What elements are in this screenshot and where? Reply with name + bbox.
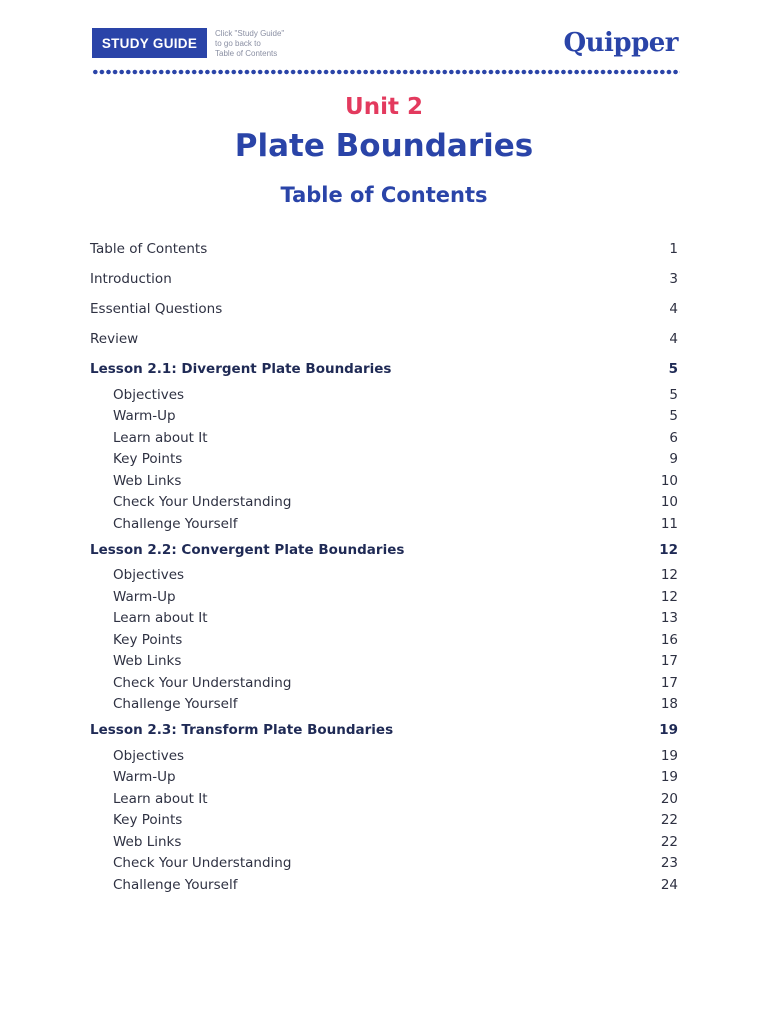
toc-sub-entry[interactable] — [90, 513, 678, 535]
toc-page-number: 17 — [660, 674, 678, 691]
hint-line: Table of Contents — [215, 49, 278, 58]
toc-entry-label: Learn about It — [113, 610, 208, 627]
toc-entry-label: Key Points — [113, 812, 183, 829]
toc-entry-label: Check Your Understanding — [113, 494, 292, 511]
toc-heading: Table of Contents — [280, 183, 488, 207]
toc-page-number: 10 — [660, 472, 678, 489]
toc-entry-label: Objectives — [113, 747, 185, 764]
toc-entry-label: Web Links — [113, 833, 182, 850]
toc-entry-label: Web Links — [113, 653, 182, 670]
toc-entry-label: Lesson 2.1: Divergent Plate Boundaries — [90, 361, 392, 377]
toc-entry-label: Learn about It — [113, 790, 208, 807]
study-guide-button[interactable]: STUDY GUIDE — [92, 28, 207, 58]
toc-entry-label: Warm-Up — [113, 769, 176, 786]
toc-page-number: 20 — [660, 790, 678, 807]
study-guide-hint — [215, 29, 284, 59]
toc-entry-label: Introduction — [90, 271, 172, 287]
toc-sub-entry[interactable] — [90, 672, 678, 694]
toc-page-number: 4 — [669, 331, 678, 347]
toc-sub-entry[interactable] — [90, 384, 678, 406]
toc-page-number: 19 — [660, 747, 678, 764]
toc-sub-entry[interactable] — [90, 565, 678, 587]
page-title: Plate Boundaries — [234, 128, 534, 164]
toc-page-number: 6 — [669, 429, 678, 446]
toc-entry[interactable] — [90, 324, 678, 354]
title-block — [0, 90, 768, 210]
toc-sub-entry[interactable] — [90, 406, 678, 428]
toc-page-number: 17 — [660, 653, 678, 670]
toc-entry-label: Check Your Understanding — [113, 855, 292, 872]
toc-lesson-heading[interactable] — [90, 354, 678, 384]
toc-page-number: 12 — [660, 588, 678, 605]
toc-page-number: 5 — [668, 361, 678, 377]
toc-page-number: 16 — [660, 631, 678, 648]
toc-sub-entry[interactable] — [90, 492, 678, 514]
toc-sub-entry[interactable] — [90, 831, 678, 853]
toc-sub-entry[interactable] — [90, 586, 678, 608]
toc-entry[interactable] — [90, 294, 678, 324]
toc-entry[interactable] — [90, 234, 678, 264]
toc-page-number: 18 — [660, 696, 678, 713]
toc-page-number: 23 — [660, 855, 678, 872]
toc-page-number: 5 — [669, 386, 678, 403]
toc-page-number: 19 — [659, 722, 678, 738]
toc-page-number: 5 — [669, 408, 678, 425]
toc-sub-entry[interactable] — [90, 745, 678, 767]
page-header — [0, 0, 768, 80]
toc-page-number: 12 — [659, 541, 678, 558]
toc-sub-entry[interactable] — [90, 810, 678, 832]
toc-entry-label: Web Links — [113, 472, 182, 489]
toc-entry-label: Challenge Yourself — [113, 876, 238, 893]
toc-page-number: 22 — [660, 812, 678, 829]
toc-page-number: 22 — [660, 833, 678, 850]
toc-page-number: 13 — [660, 610, 678, 627]
toc-entry-label: Check Your Understanding — [113, 674, 292, 691]
toc-page-number: 3 — [669, 271, 678, 287]
toc-sub-entry[interactable] — [90, 608, 678, 630]
toc-entry[interactable] — [90, 264, 678, 294]
unit-label: Unit 2 — [345, 94, 423, 120]
hint-line: to go back to — [215, 39, 261, 48]
toc-entry-label: Essential Questions — [90, 301, 223, 317]
toc-entry-label: Objectives — [113, 567, 185, 584]
toc-sub-entry[interactable] — [90, 470, 678, 492]
toc-entry-label: Warm-Up — [113, 588, 176, 605]
toc-entry-label: Review — [90, 331, 139, 347]
toc-entry-label: Key Points — [113, 451, 183, 468]
toc-sub-entry[interactable] — [90, 853, 678, 875]
table-of-contents — [90, 234, 678, 896]
toc-sub-entry[interactable] — [90, 427, 678, 449]
toc-entry-label: Lesson 2.3: Transform Plate Boundaries — [90, 722, 394, 738]
toc-entry-label: Lesson 2.2: Convergent Plate Boundaries — [90, 541, 405, 558]
toc-entry-label: Learn about It — [113, 429, 208, 446]
toc-page-number: 1 — [669, 241, 678, 257]
toc-page-number: 11 — [660, 515, 678, 532]
toc-entry-label: Challenge Yourself — [113, 515, 238, 532]
hint-line: Click "Study Guide" — [215, 29, 285, 38]
toc-page-number: 4 — [669, 301, 678, 317]
toc-sub-entry[interactable] — [90, 449, 678, 471]
toc-sub-entry[interactable] — [90, 694, 678, 716]
toc-entry-label: Key Points — [113, 631, 183, 648]
toc-page-number: 9 — [669, 451, 678, 468]
toc-entry-label: Warm-Up — [113, 408, 176, 425]
toc-page-number: 19 — [660, 769, 678, 786]
toc-page-number: 12 — [660, 567, 678, 584]
toc-sub-entry[interactable] — [90, 629, 678, 651]
toc-sub-entry[interactable] — [90, 767, 678, 789]
quipper-logo: Quipper — [563, 28, 678, 58]
toc-entry-label: Challenge Yourself — [113, 696, 238, 713]
toc-sub-entry[interactable] — [90, 651, 678, 673]
dotted-divider — [92, 69, 680, 75]
toc-entry-label: Objectives — [113, 386, 185, 403]
toc-page-number: 24 — [660, 876, 678, 893]
toc-sub-entry[interactable] — [90, 788, 678, 810]
toc-entry-label: Table of Contents — [90, 241, 208, 257]
toc-page-number: 10 — [660, 494, 678, 511]
toc-lesson-heading[interactable] — [90, 715, 678, 745]
toc-lesson-heading[interactable] — [90, 535, 678, 565]
toc-sub-entry[interactable] — [90, 874, 678, 896]
